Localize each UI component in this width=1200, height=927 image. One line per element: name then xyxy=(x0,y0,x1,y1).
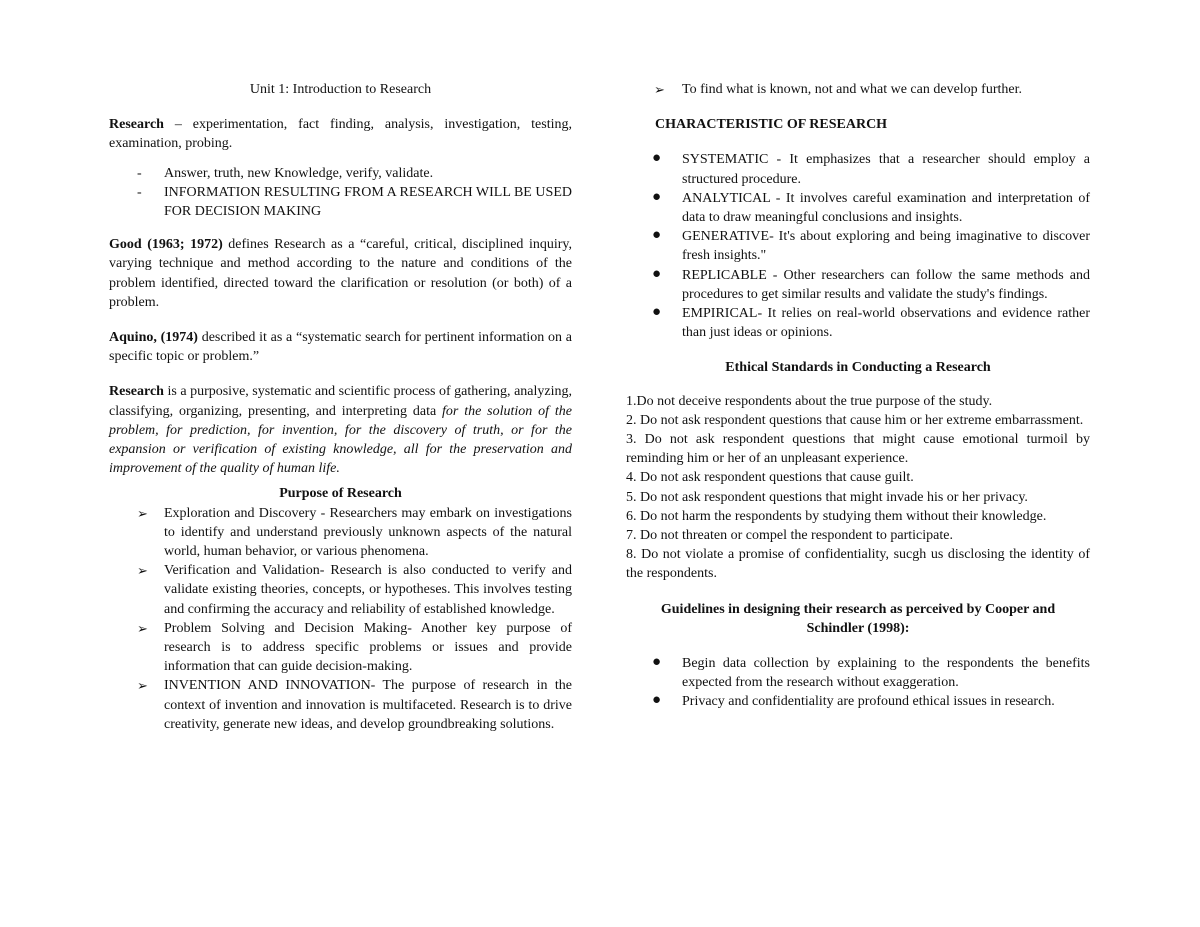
purpose-item xyxy=(109,619,572,677)
characteristic-item xyxy=(626,304,1090,342)
dash-item xyxy=(109,183,572,221)
dash-marker: - xyxy=(137,165,142,181)
characteristic-item-text: ANALYTICAL - It involves careful examination and interpretation of data to draw meaningful conclusions and insights. xyxy=(682,190,1090,226)
dash-item-text: Answer, truth, new Knowledge, verify, validate. xyxy=(164,165,434,181)
arrow-marker: ➢ xyxy=(654,82,665,97)
dash-item-text: INFORMATION RESULTING FROM A RESEARCH WILL BE USED FOR DECISION MAKING xyxy=(164,184,572,220)
top-arrow-list xyxy=(626,80,1090,99)
research-definition-text: – experimentation, fact finding, analysis, investigation, testing, examination, probing. xyxy=(109,117,572,152)
guidelines-heading-text: Guidelines in designing their research as perceived by Cooper and Schindler (1998): xyxy=(660,601,1056,636)
ethical-item: 4. Do not ask respondent questions that cause guilt. xyxy=(626,470,914,486)
bullet-marker: ● xyxy=(652,265,662,282)
arrow-marker: ➢ xyxy=(137,620,148,636)
purpose-heading-text: Purpose of Research xyxy=(279,486,402,502)
aquino-term: Aquino, (1974) xyxy=(109,330,198,346)
purpose-item-text: Verification and Validation- Research is also conducted to verify and validate existing theories, concepts, or hypotheses. This involves testing and confirming the accuracy and reliability of established knowledge. xyxy=(164,563,572,617)
bullet-marker: ● xyxy=(652,150,662,167)
characteristic-item xyxy=(626,227,1090,265)
arrow-marker: ➢ xyxy=(137,563,148,579)
unit-title: Unit 1: Introduction to Research xyxy=(249,82,432,97)
bullet-marker: ● xyxy=(652,188,662,205)
purpose-item-text: Exploration and Discovery - Researchers may embark on investigations to identify and understand previously unknown aspects of the natural world, human behavior, or various phenomena. xyxy=(164,505,572,560)
research-process-paragraph xyxy=(109,382,572,478)
characteristic-item-text: REPLICABLE - Other researchers can follow the same methods and procedures to get similar results and validate the study's findings. xyxy=(682,267,1090,302)
characteristics-list xyxy=(626,150,1090,342)
arrow-marker: ➢ xyxy=(137,678,148,694)
bullet-marker: ● xyxy=(652,692,662,709)
ethical-item: 6. Do not harm the respondents by studying them without their knowledge. xyxy=(626,508,1047,524)
ethical-item: 5. Do not ask respondent questions that might invade his or her privacy. xyxy=(626,489,1028,505)
research-definition xyxy=(109,115,572,153)
purpose-item-text: INVENTION AND INNOVATION- The purpose of research in the context of invention and innovation is multifaceted. Research is to drive creativity, generate new ideas, and develop groundbreaking solutions. xyxy=(164,678,572,732)
characteristic-item-text: SYSTEMATIC - It emphasizes that a researcher should employ a structured procedure. xyxy=(682,152,1090,187)
arrow-marker: ➢ xyxy=(137,505,148,521)
characteristic-item xyxy=(626,189,1090,227)
ethical-item: 1.Do not deceive respondents about the true purpose of the study. xyxy=(626,393,993,409)
ethical-list xyxy=(626,392,1090,584)
dash-item xyxy=(109,164,572,183)
guideline-item xyxy=(626,692,1090,711)
research-process-term: Research xyxy=(109,384,164,400)
ethical-heading xyxy=(626,358,1090,377)
characteristic-item xyxy=(626,150,1090,188)
research-process-italic: for the solution of the problem, for prediction, for invention, for the discovery of truth, or for the expansion or verification of existing knowledge, all for the preservation and improvement of the quality of human life. xyxy=(109,403,572,477)
characteristic-item-text: GENERATIVE- It's about exploring and being imaginative to discover fresh insights." xyxy=(682,229,1090,264)
ethical-item: 7. Do not threaten or compel the respondent to participate. xyxy=(626,528,953,544)
guidelines-heading xyxy=(626,600,1090,638)
guideline-item-text: Begin data collection by explaining to the respondents the benefits expected from the research without exaggeration. xyxy=(682,656,1090,691)
good-definition xyxy=(109,235,572,312)
ethical-item: 8. Do not violate a promise of confidentiality, sucgh us disclosing the identity of the respondents. xyxy=(626,547,1090,582)
good-term: Good (1963; 1972) xyxy=(109,237,223,253)
research-term: Research xyxy=(109,117,164,133)
right-column xyxy=(626,80,1090,712)
characteristic-item xyxy=(626,266,1090,304)
guidelines-list xyxy=(626,654,1090,712)
purpose-item xyxy=(109,676,572,734)
purpose-heading xyxy=(109,484,572,503)
ethical-heading-text: Ethical Standards in Conducting a Research xyxy=(725,360,991,376)
research-process-text: is a purposive, systematic and scientific process of gathering, analyzing, classifying, organizing, presenting, and interpreting data xyxy=(109,384,572,419)
good-text: defines Research as a “careful, critical, disciplined inquiry, varying technique and method according to the nature and conditions of the problem identified, directed toward the clarification or resolution (or both) of a problem. xyxy=(109,237,572,310)
purpose-item xyxy=(109,561,572,619)
left-column xyxy=(109,80,572,734)
dash-marker: - xyxy=(137,184,142,200)
bullet-marker: ● xyxy=(652,227,662,244)
purpose-item-text: Problem Solving and Decision Making- Another key purpose of research is to address specific problems or issues and provide information that can guide decision-making. xyxy=(164,620,572,675)
guideline-item xyxy=(626,654,1090,692)
purpose-list xyxy=(109,504,572,734)
characteristic-heading-text: CHARACTERISTIC OF RESEARCH xyxy=(655,117,888,133)
bullet-marker: ● xyxy=(652,304,662,321)
dash-list xyxy=(109,164,572,222)
guideline-item-text: Privacy and confidentiality are profound ethical issues in research. xyxy=(682,694,1055,710)
characteristic-heading xyxy=(626,115,1090,134)
ethical-item: 3. Do not ask respondent questions that might cause emotional turmoil by reminding him or her of an unpleasant experience. xyxy=(626,432,1090,467)
aquino-text: described it as a “systematic search for pertinent information on a specific topic or problem.” xyxy=(109,330,572,365)
top-arrow-item xyxy=(626,80,1090,99)
characteristic-item-text: EMPIRICAL- It relies on real-world observations and evidence rather than just ideas or opinions. xyxy=(682,306,1090,341)
ethical-item: 2. Do not ask respondent questions that cause him or her extreme embarrassment. xyxy=(626,412,1084,428)
top-arrow-item-text: To find what is known, not and what we can develop further. xyxy=(682,82,1022,97)
bullet-marker: ● xyxy=(652,654,662,671)
purpose-item xyxy=(109,504,572,562)
aquino-definition xyxy=(109,328,572,366)
